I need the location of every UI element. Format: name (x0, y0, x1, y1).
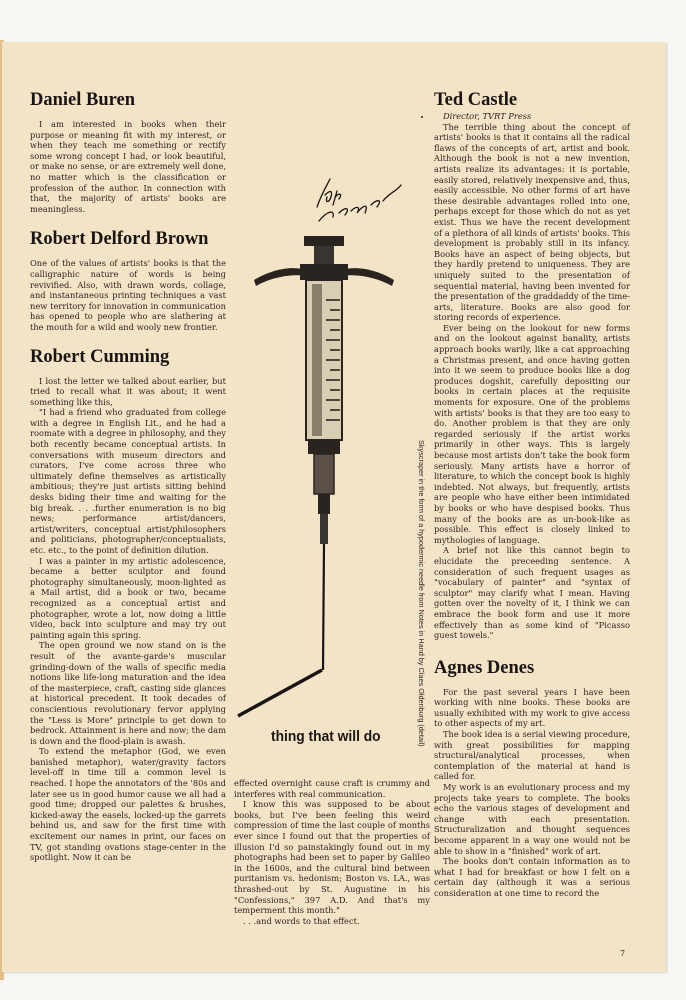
denes-paragraph: My work is an evolutionary process and my projects take years to complete. The books echo the various stages of development and change with each presentation. Structuralization and thought sequences become apparent in a way one would not be able to show in a "finished" work of art. (434, 782, 630, 856)
hypodermic-needle-illustration (234, 230, 414, 730)
castle-paragraph: A brief not like this cannot begin to elucidate the preceeding sentence. A consideration of such frequent usages as "vocabulary of painter" and "syntax of sculptor" may clarify what I mean. Having gotten over the novelty of it, I think we can embrace the book form and use it more effectively than as some kind of "Picasso guest towels." (434, 545, 630, 641)
denes-paragraph: For the past several years I have been working with nine books. These books are usually exhibited with my work to give access to other aspects of my art. (434, 686, 630, 729)
middle-paragraph: . . .and words to that effect. (243, 915, 360, 926)
cumming-paragraph: The open ground we now stand on is the result of the avante-garde's muscular grinding-down of the walls of specific media notions like life-long maturation and the idea of the masterpiece, craft, casting side glances at historical precedent. It took decades of conscientious revolutionary fervor applying the "Less is More" principle to get down to bedrock. Attainment is here and now; the dam is down and the flood-plain is awash. (30, 640, 226, 746)
denes-paragraph: The book idea is a serial viewing procedure, with great possibilities for mapping structural/analytical processes, when contemplation of the material at hand is called for. (434, 729, 630, 782)
castle-paragraph: Ever being on the lookout for new forms and on the lookout against banality, artists approach books warily, like a cat approaching a Christmas present, and once having gotten into it we seem to produce books like a dog produces dogshit, carefully depositing our books in certain places at the requisite moments for exposure. One of the problems with artists' books is that they are too easy to do. Another problem is that they are only regarded seriously if the artist works primarily in other ways. This is largely because most artists don't take the book form seriously. Many artists have a horror of literature, to which the concept book is highly indebted. Not always, but frequently, artists are people who have either been intimidated by books or who have despised books. Thus many of the books are as un-book-like as possible. This effect is closely linked to mythologies of language. (434, 322, 630, 545)
middle-column (234, 778, 430, 926)
cumming-paragraph: To extend the metaphor (God, we even banished metaphor), water/gravity factors level-off in time till a common level is reached. I hope the annotators of the '80s and later see us in good humor cause we all had a good time; dropped our palettes & brushes, kicked-away the easels, locked-up the garrets behind us, and saw for the first time with excitement our names in print, our faces on TV, got standing ovations stage-center in the spotlight. Now it can be (30, 746, 226, 863)
buren-text: I am interested in books when their purpose or meaning fit with my interest, or when they teach me something or rectify some wrong concept I had, or look beautiful, or make no sense, or are extremely well done, no matter which is the classification or profession of the author. In connection with that, the majority of artists' books are meaningless. (30, 119, 226, 214)
left-column (30, 89, 226, 863)
denes-paragraph: The books don't contain information as to what I had for breakfast or how I felt on a certain day (although it was a serious consideration at one time to record the (434, 856, 630, 898)
heading-agnes-denes: Agnes Denes (434, 657, 535, 678)
page-number: 7 (620, 949, 626, 958)
middle-paragraph: effected overnight cause craft is crummy and interferes with real communication. (234, 778, 430, 799)
middle-paragraph: I know this was supposed to be about books, but I've been feeling this weird compression of time the last couple of months ever since I found out that the properties of illusion I'd so painstakingly found out in my photographs had been set to paper by Galileo in the 1600s, and the cultural bind between puritanism vs. hedonism; Boston vs. LA., was thrashed-out by St. Augustine in his "Confessions," 397 A.D. And that's my temperment this month." (234, 799, 430, 916)
heading-robert-delford-brown: Robert Delford Brown (30, 229, 209, 250)
brown-text: One of the values of artists' books is that the calligraphic nature of words is being revivified. Also, with drawn words, collage, and instantaneous printing techniques a vast new territory for innovation in communication has opened to people who are slathering at the mouth for a wild and wooly new frontier. (30, 258, 226, 332)
heading-robert-cumming: Robert Cumming (30, 346, 170, 367)
illustration-caption: Skyscraper in the form of a hypodermic needle from Notes in Hand by Claes Oldenburg (detail) (417, 440, 426, 747)
castle-role: Director, TVRT Press (443, 111, 532, 121)
bullet-dot (421, 116, 423, 118)
castle-paragraph: The terrible thing about the concept of artists' books is that it contains all the radical flaws of the concepts of art, artist and book. Although the book is not a new invention, artists realize its advantages: it is portable, easily stored, relatively inexpensive and, thus, easily accessible. No other forms of art have these desirable advantages rolled into one, perhaps except for those which do not as yet exist. Thus we have the recent development of a plethora of all kinds of artists' books. This development is probably still in its infancy. Books have an aspect of being objects, but they hardly pretend to uniqueness. They are uniquely suited to the presentation of sequential material, having been invented for the presentation of the graddaddy of the time-arts, literature. Books are also good for storing records of experience. (434, 121, 630, 323)
cumming-paragraph: I was a painter in my artistic adolescence, became a better sculptor and found photography simultaneously, moon-lighted as a Mail artist, did a book or two, became recognized as a conceptual artist and photographer, wrote a lot, now doing a little video, back into sculpture and may try out painting again this spring. (30, 555, 226, 640)
cumming-paragraph: "I had a friend who graduated from college with a degree in English Lit., and he had a roomate with a degree in philosophy, and they both recently became conceptual artists. In conversations with museum directors and curators, I've come across three who ultimately define themselves as artistically ambitious; they're just artists sitting behind desks biding their time and waiting for the big break. . . .further enumeration is no big news; performance artist/dancers, artist/writers, conceptual artist/philosophers and politicians, photographer/conceptualists, etc. etc., to the point of definition dilution. (30, 407, 226, 555)
right-column (434, 89, 630, 899)
heading-ted-castle: Ted Castle (434, 90, 518, 110)
signature-sky-scraper (305, 155, 415, 230)
cumming-paragraph: I lost the letter we talked about earlier, but tried to recall what it was about; it went something like this, (30, 375, 226, 407)
illustration-text: thing that will do (271, 728, 381, 745)
heading-daniel-buren: Daniel Buren (30, 90, 136, 110)
